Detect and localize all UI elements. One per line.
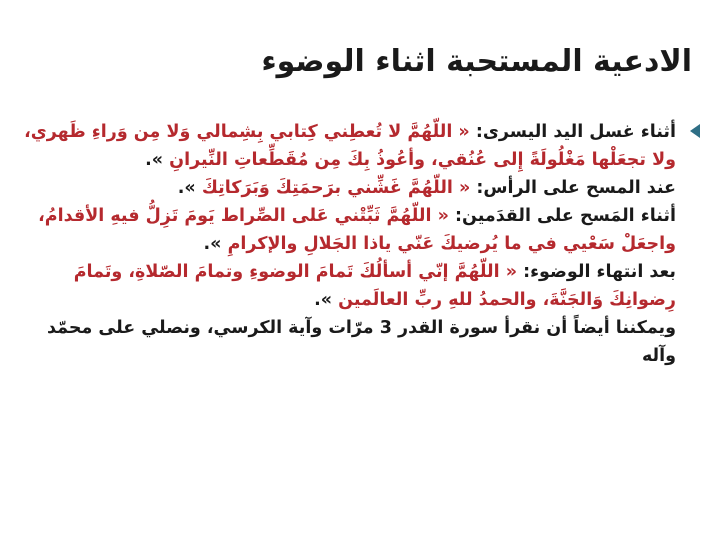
slide-title: الادعية المستحبة اثناء الوضوء xyxy=(261,44,692,79)
bullet-paragraph xyxy=(14,118,704,370)
slide-body xyxy=(14,118,704,370)
paragraph-intro: بعد انتهاء الوضوء: xyxy=(517,262,676,282)
dua-text: « اللّهُمَّ إنّي أسألُكَ تَمامَ الوضوءِ وتمامَ الصّلاةِ، وتَمامَ رِضوانِكَ وَالجَنَّةَ، والحمدُ للهِ ربِّ العالَمين xyxy=(73,262,676,310)
paragraph-intro: ويمكننا أيضاً أن نقرأ سورة القدر 3 مرّات وآية الكرسي، ونصلي على محمّد وآله xyxy=(46,318,676,366)
dua-text: « اللّهُمَّ لا تُعطِني كِتابي بِشِمالي وَلا مِن وَراءِ ظَهري، ولا تجعَلْها مَغْلُولَةً إِلى عُنُقي، وأعُوذُ بِكَ مِن مُقَطِّعاتِ النِّيرانِ xyxy=(24,122,676,170)
paragraph-after-wudu xyxy=(14,258,676,314)
paragraph-extra xyxy=(14,314,676,370)
paragraph-outro: ». xyxy=(314,290,339,310)
paragraph-intro: عند المسح على الرأس: xyxy=(470,178,676,198)
dua-text: « اللّهُمَّ غَشِّني برَحمَتِكَ وَبَرَكاتِكَ xyxy=(201,178,471,198)
paragraph-head xyxy=(14,174,676,202)
paragraph-feet xyxy=(14,202,676,258)
paragraph-outro: ». xyxy=(203,234,228,254)
paragraph-left-hand xyxy=(14,118,676,174)
paragraph-outro: ». xyxy=(177,178,202,198)
paragraph-intro: أثناء المَسح على القدَمين: xyxy=(448,206,676,226)
paragraph-outro: ». xyxy=(145,150,170,170)
paragraph-intro: أثناء غسل اليد اليسرى: xyxy=(469,122,676,142)
dua-text: « اللّهُمَّ ثَبِّتْني عَلى الصِّراط يَومَ تَزِلُّ فيهِ الأقدامُ، واجعَلْ سَعْيي في ما يُرضيكَ عَنّي ياذا الجَلالِ والإكرامِ xyxy=(38,206,676,254)
